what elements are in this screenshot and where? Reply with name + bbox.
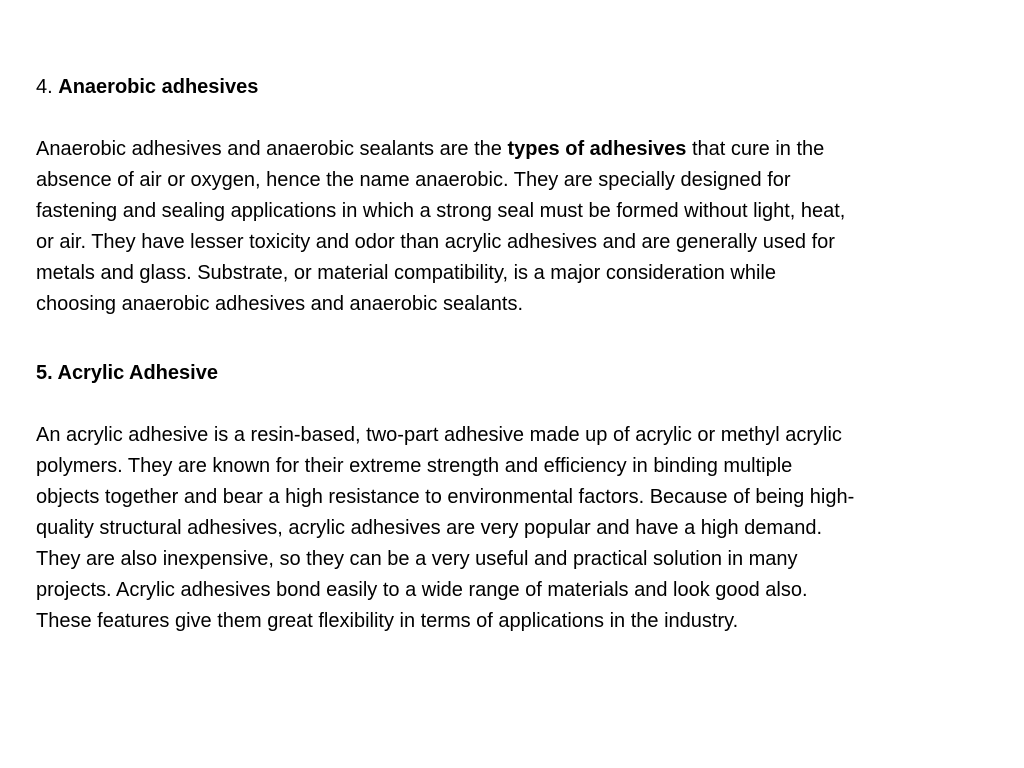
- section-4-title: Anaerobic adhesives: [58, 76, 259, 98]
- section-4-heading: [36, 72, 856, 103]
- section-4-paragraph: [36, 134, 856, 320]
- section-4-text-bold: types of adhesives: [507, 138, 687, 160]
- section-4-text-start: Anaerobic adhesives and anaerobic sealants are the: [36, 138, 508, 160]
- section-5-paragraph: An acrylic adhesive is a resin-based, two-part adhesive made up of acrylic or methyl acrylic polymers. They are known for their extreme strength and efficiency in binding multiple objects together and bear a high resistance to environmental factors. Because of being high-quality structural adhesives, acrylic adhesives are very popular and have a high demand. They are also inexpensive, so they can be a very useful and practical solution in many projects. Acrylic adhesives bond easily to a wide range of materials and look good also. These features give them great flexibility in terms of applications in the industry.: [36, 424, 855, 632]
- section-4-text-end: that cure in the absence of air or oxygen, hence the name anaerobic. They are specially designed for fastening and sealing applications in which a strong seal must be formed without light, heat, or air. They have lesser toxicity and odor than acrylic adhesives and are generally used for metals and glass. Substrate, or material compatibility, is a major consideration while choosing anaerobic adhesives and anaerobic sealants.: [36, 138, 846, 315]
- section-5-title: 5. Acrylic Adhesive: [36, 362, 218, 384]
- section-5-heading: [36, 358, 856, 389]
- slide-content: [36, 72, 856, 637]
- section-4-number: 4.: [36, 76, 59, 98]
